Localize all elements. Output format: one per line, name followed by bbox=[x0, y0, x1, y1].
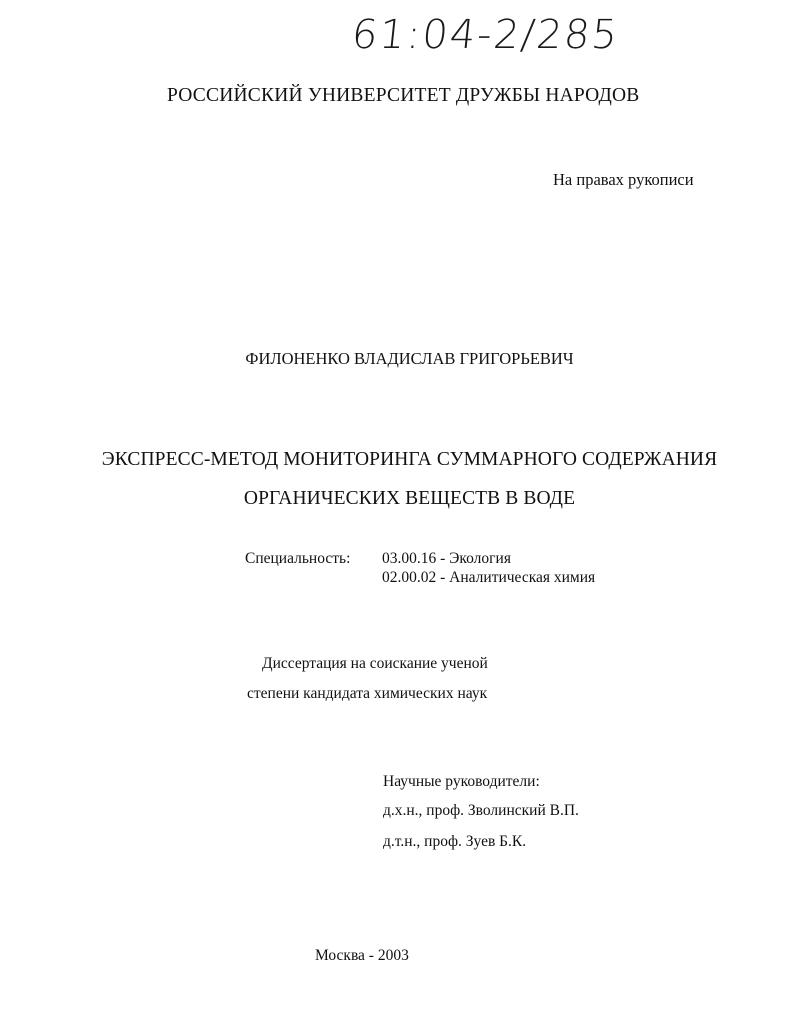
specialty-item: 02.00.02 - Аналитическая химия bbox=[382, 569, 596, 586]
supervisor-item: д.х.н., проф. Зволинский В.П. bbox=[383, 802, 579, 819]
dissertation-degree-line-1: Диссертация на соискание ученой bbox=[262, 655, 488, 672]
dissertation-title-line-1: ЭКСПРЕСС-МЕТОД МОНИТОРИНГА СУММАРНОГО СОДЕРЖАНИЯ bbox=[101, 449, 718, 470]
university-name: РОССИЙСКИЙ УНИВЕРСИТЕТ ДРУЖБЫ НАРОДОВ bbox=[167, 85, 640, 106]
place-and-year: Москва - 2003 bbox=[315, 947, 409, 964]
manuscript-rights-note: На правах рукописи bbox=[553, 170, 694, 189]
supervisor-item: д.т.н., проф. Зуев Б.К. bbox=[383, 833, 527, 850]
handwritten-archive-code: 61:04-2/285 bbox=[349, 12, 622, 58]
supervisors-heading: Научные руководители: bbox=[383, 773, 540, 790]
specialty-label: Специальность: bbox=[245, 550, 351, 567]
specialty-item: 03.00.16 - Экология bbox=[382, 550, 511, 567]
dissertation-title-line-2: ОРГАНИЧЕСКИХ ВЕЩЕСТВ В ВОДЕ bbox=[243, 488, 576, 509]
dissertation-degree-line-2: степени кандидата химических наук bbox=[247, 685, 488, 702]
author-name: ФИЛОНЕНКО ВЛАДИСЛАВ ГРИГОРЬЕВИЧ bbox=[245, 349, 574, 368]
